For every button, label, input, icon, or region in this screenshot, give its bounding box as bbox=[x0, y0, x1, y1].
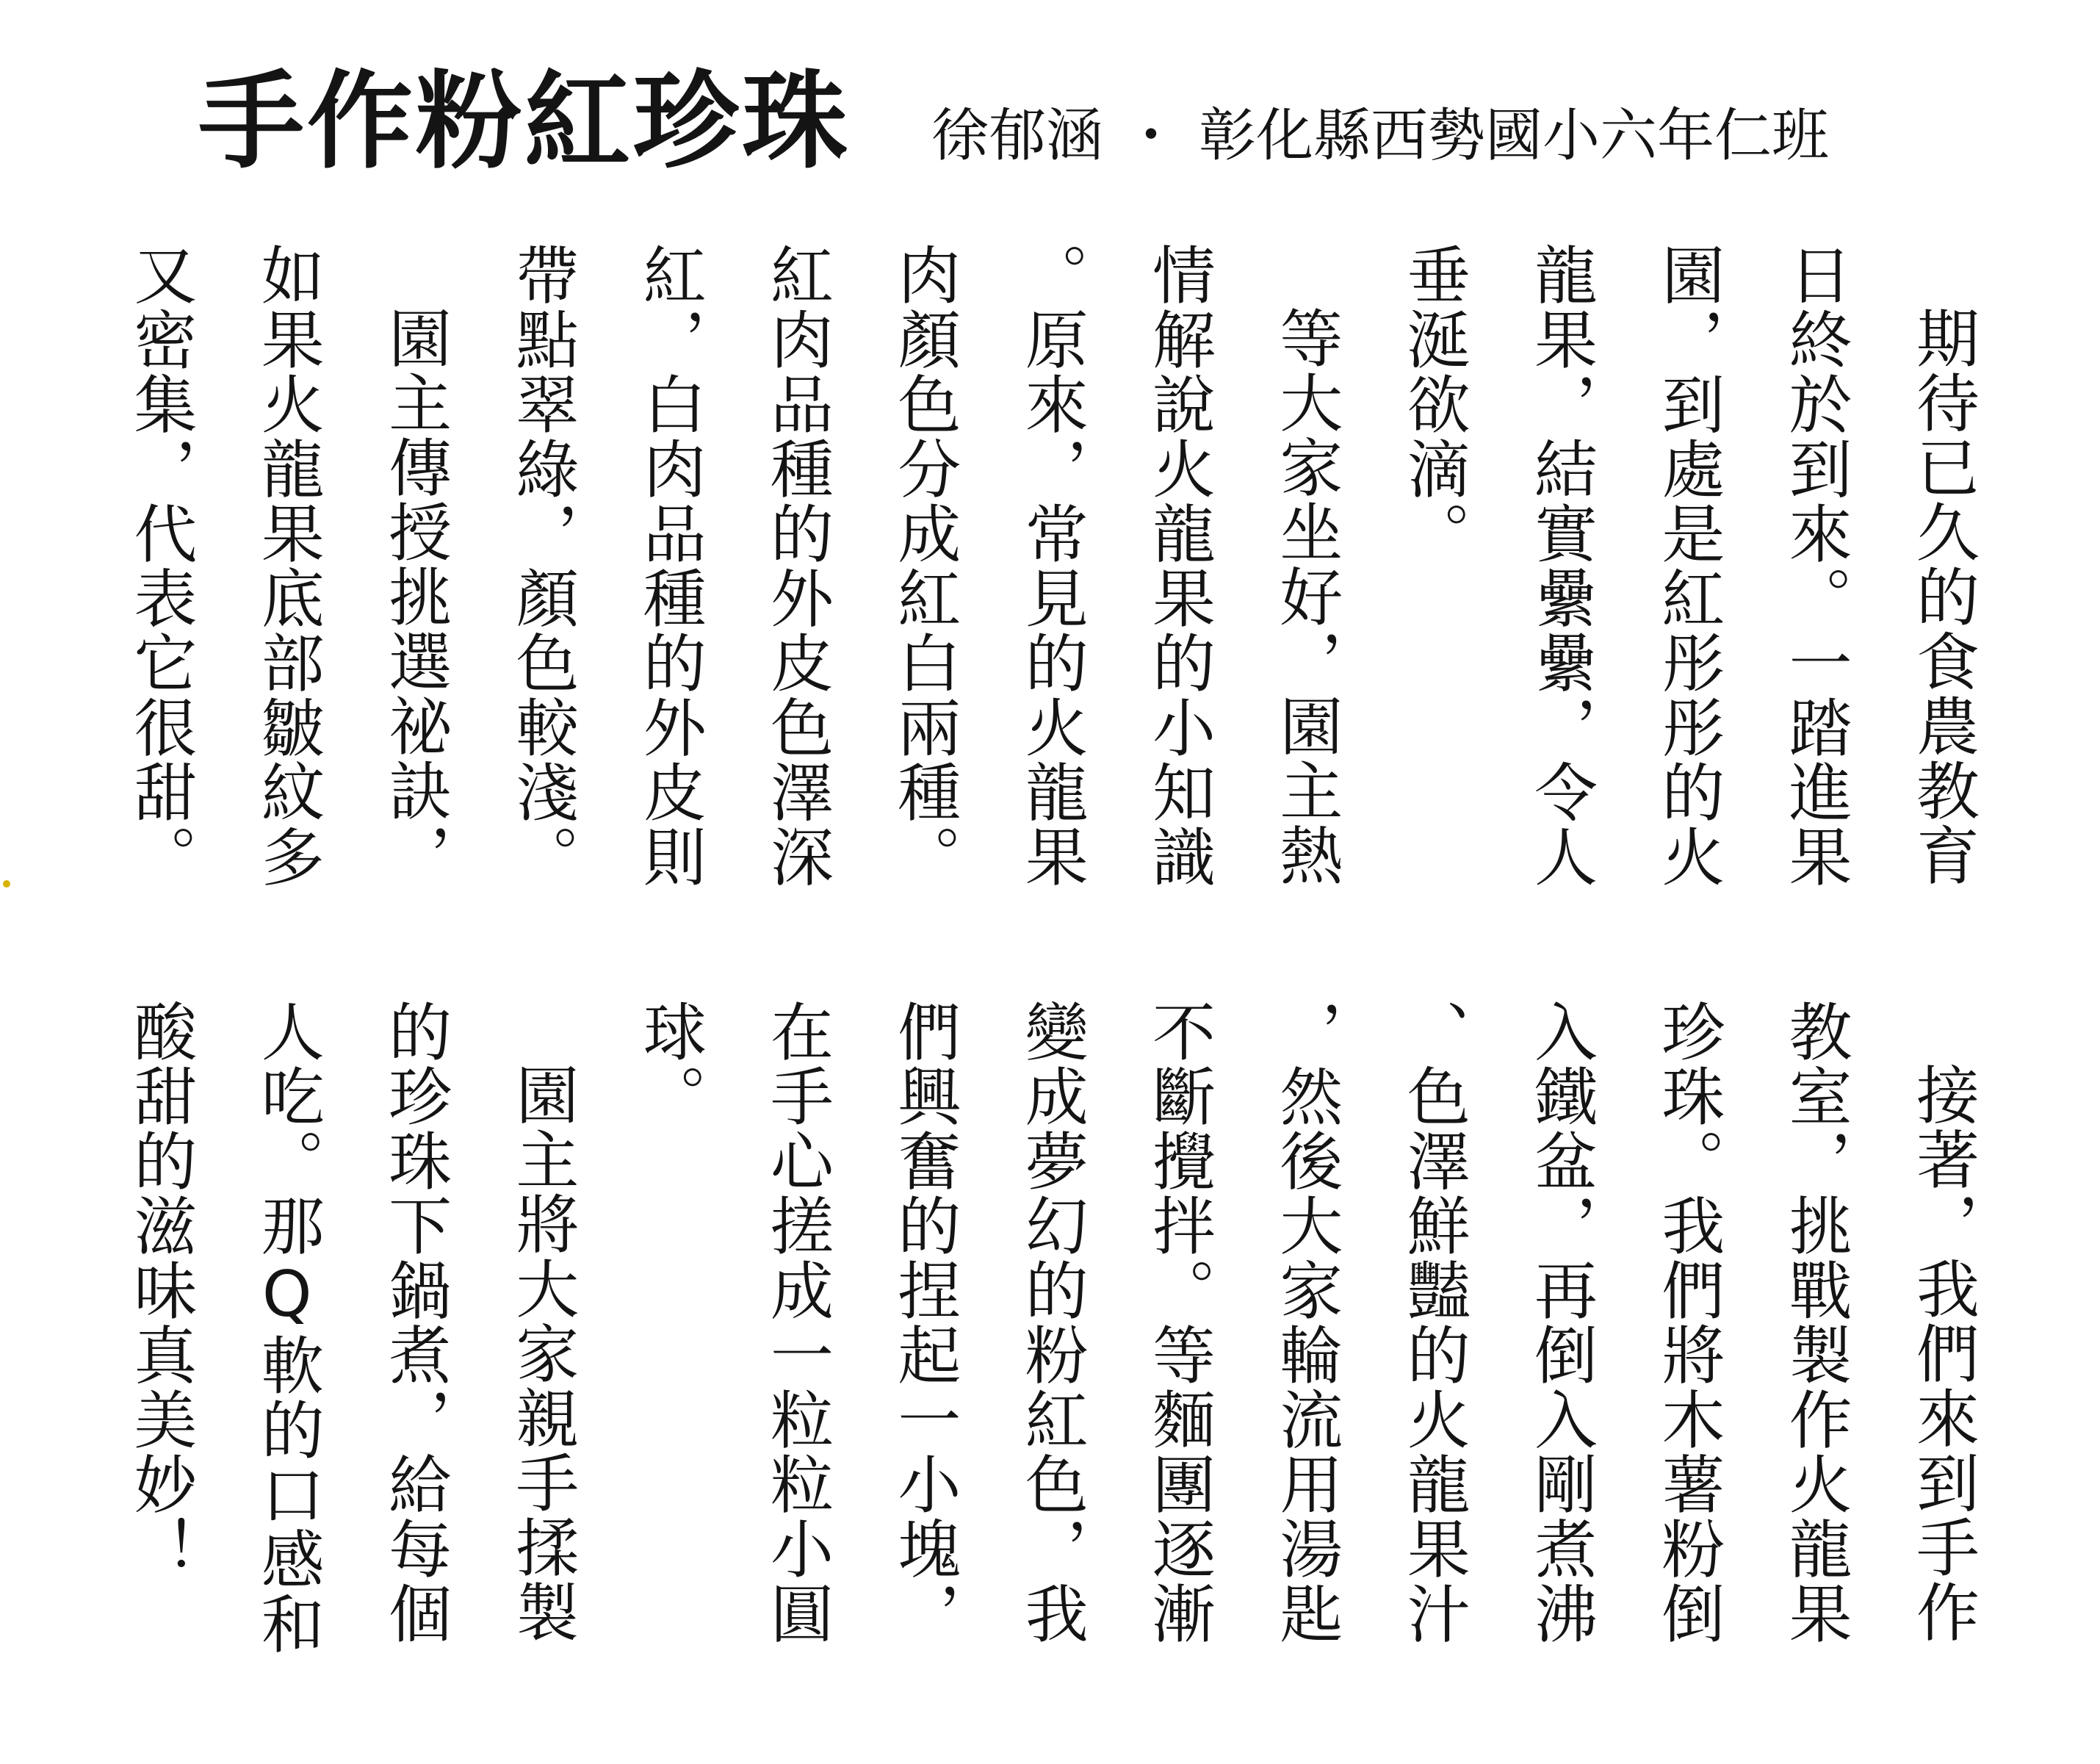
text-column: 日終於到來。一踏進果 bbox=[1778, 242, 1852, 889]
byline bbox=[931, 81, 1829, 191]
text-column: 變成夢幻的粉紅色，我 bbox=[1014, 999, 1088, 1646]
text-column: 人吃。那Q軟的口感和 bbox=[250, 999, 324, 1656]
text-column: 園，到處是紅彤彤的火 bbox=[1650, 242, 1725, 889]
text-column: 們興奮的捏起一小塊， bbox=[887, 999, 961, 1646]
text-column: 肉顏色分成紅白兩種。 bbox=[887, 242, 961, 889]
text-column: 紅肉品種的外皮色澤深 bbox=[759, 242, 834, 889]
text-block-top bbox=[84, 242, 1993, 977]
text-column: 等大家坐好，園主熱 bbox=[1269, 306, 1343, 888]
text-column: 園主將大家親手揉製 bbox=[505, 1062, 579, 1644]
text-column: 入鐵盆，再倒入剛煮沸 bbox=[1523, 999, 1598, 1646]
text-column: 龍果，結實纍纍，令人 bbox=[1523, 242, 1598, 889]
text-block-bottom bbox=[84, 999, 1993, 1727]
author-school: 彰化縣西勢國小六年仁班 bbox=[1199, 103, 1830, 169]
text-column: 球。 bbox=[632, 999, 706, 1128]
article-header bbox=[198, 44, 1961, 191]
text-column: 教室，挑戰製作火龍果 bbox=[1778, 999, 1852, 1646]
text-column: 酸甜的滋味真美妙！ bbox=[123, 999, 197, 1581]
text-column: 不斷攪拌。等麵團逐漸 bbox=[1141, 999, 1216, 1646]
text-column: 在手心搓成一粒粒小圓 bbox=[759, 999, 834, 1646]
text-column: 垂涎欲滴。 bbox=[1396, 242, 1470, 566]
text-column: 期待已久的食農教育 bbox=[1905, 306, 1979, 888]
byline-separator: ・ bbox=[1122, 103, 1180, 169]
paper-speck bbox=[3, 880, 10, 888]
text-column: 的珍珠下鍋煮，給每個 bbox=[378, 999, 452, 1646]
author-name: 徐郁涵 bbox=[931, 103, 1104, 169]
text-column: ，然後大家輪流用湯匙 bbox=[1269, 999, 1343, 1646]
text-column: 又密集，代表它很甜。 bbox=[123, 242, 197, 889]
text-column: 。原來，常見的火龍果 bbox=[1014, 242, 1088, 889]
text-column: 如果火龍果底部皺紋多 bbox=[250, 242, 324, 889]
text-column: 珍珠。我們將木薯粉倒 bbox=[1650, 999, 1725, 1646]
text-column: 園主傳授挑選祕訣， bbox=[378, 306, 452, 888]
text-column: 帶點翠綠，顏色較淺。 bbox=[505, 242, 579, 889]
text-column: 接著，我們來到手作 bbox=[1905, 1062, 1979, 1644]
text-column: 紅，白肉品種的外皮則 bbox=[632, 242, 706, 889]
text-column: 、色澤鮮豔的火龍果汁 bbox=[1396, 999, 1470, 1646]
article-title: 手作粉紅珍珠 bbox=[198, 60, 851, 183]
text-column: 情解說火龍果的小知識 bbox=[1141, 242, 1216, 889]
